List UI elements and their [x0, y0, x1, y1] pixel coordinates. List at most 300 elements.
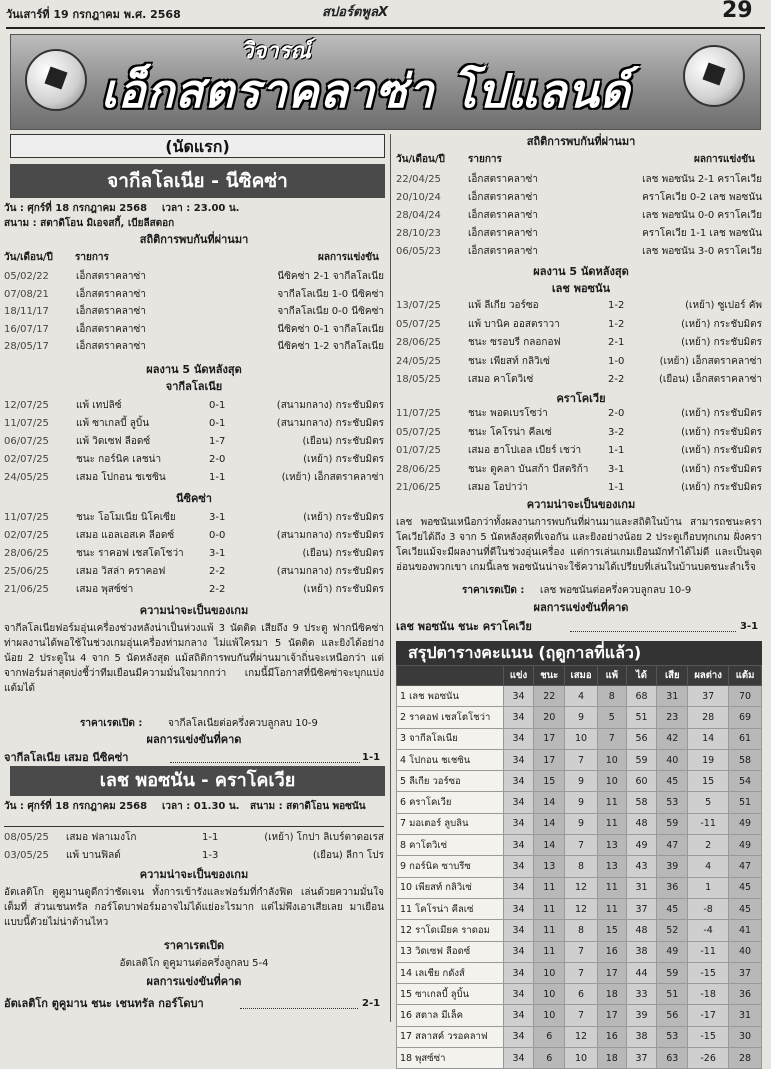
h2h-row [396, 191, 762, 209]
stat-cell: 5 [688, 792, 729, 813]
match2-pred-title: ผลการแข่งขันที่คาด [146, 975, 242, 988]
stat-cell: 51 [729, 792, 762, 813]
table-row [397, 1048, 762, 1069]
h2h-date: 28/05/17 [4, 341, 49, 352]
form-date: 11/07/25 [4, 418, 49, 429]
team-name: 2 ราคอฟ เชสโตโชว่า [397, 707, 504, 728]
form-date: 12/07/25 [4, 400, 49, 411]
form-venue: (เหย้า) กระชับมิตร [681, 408, 762, 419]
stat-cell: 7 [565, 835, 598, 856]
form-score: 3-2 [608, 426, 625, 438]
header-rule [6, 27, 765, 29]
match2-stadium: สนาม : สตาดิโอน พอซนัน [250, 801, 366, 812]
h2h-comp: เอ็กสตราคลาซ่า [76, 288, 146, 300]
form-date: 13/07/25 [396, 300, 441, 311]
column-divider [390, 134, 391, 1022]
match2-h2h-list [396, 173, 762, 263]
col-won: ชนะ [534, 666, 565, 686]
form-opponent: เสมอ โอปาว่า [468, 482, 528, 493]
stat-cell: 40 [657, 749, 688, 770]
h2h-comp: เอ็กสตราคลาซ่า [468, 228, 538, 239]
stat-cell: 45 [657, 771, 688, 792]
stat-cell: 39 [657, 856, 688, 877]
match1-prediction: จากีลโลเนีย เสมอ นีซิคซ่า [4, 751, 129, 764]
h2h-date: 28/04/24 [396, 210, 441, 221]
h2h-result: จากีลโลเนีย 1-0 นีซิคซ่า [277, 288, 384, 300]
stat-cell: 22 [534, 686, 565, 707]
stat-cell: 44 [626, 962, 657, 983]
form-row [4, 453, 384, 471]
stat-cell: 11 [534, 898, 565, 919]
match2-analysis-title: ความน่าจะเป็นของเกม [526, 498, 636, 511]
form-opponent: ชนะ เพียสท์ กลิวิเซ่ [468, 355, 550, 367]
col-points: แต้ม [729, 666, 762, 686]
match1-stadium: สนาม : สตาดิโอน มิเอจสกี้, เบียลีสตอก [4, 218, 175, 229]
stat-cell: -15 [688, 962, 729, 983]
form-score: 1-1 [209, 472, 226, 483]
match2-date: วัน : ศุกร์ที่ 18 กรกฎาคม 2568 [4, 801, 148, 812]
table-row [397, 835, 762, 856]
football-icon [683, 45, 745, 107]
stat-cell: 61 [729, 728, 762, 749]
form-venue: (เหย้า) โกปา ลิเบร์ตาดอเรส [264, 832, 384, 843]
form-date: 28/06/25 [396, 463, 441, 475]
stat-cell: 34 [503, 1026, 534, 1047]
form-row [396, 463, 762, 482]
form-row [396, 481, 762, 500]
table-row [397, 898, 762, 919]
col-gf: ได้ [626, 666, 657, 686]
stat-cell: 9 [565, 813, 598, 834]
match2-odds-title: ราคาเรตเปิด [163, 939, 225, 952]
stat-cell: 37 [626, 898, 657, 919]
stat-cell: 54 [729, 771, 762, 792]
match2-analysis-title: ความน่าจะเป็นของเกม [139, 868, 249, 881]
stat-cell: 10 [597, 771, 626, 792]
stat-cell: 13 [597, 835, 626, 856]
stat-cell: 34 [503, 898, 534, 919]
form-score: 1-0 [608, 355, 625, 367]
col-drawn: เสมอ [565, 666, 598, 686]
stat-cell: 38 [626, 941, 657, 962]
form-venue: (เหย้า) กระชับมิตร [681, 445, 762, 456]
stat-cell: 13 [597, 856, 626, 877]
stat-cell: 11 [534, 941, 565, 962]
h2h-row [4, 323, 384, 341]
form-opponent: แพ้ วิดเซฟ ลีอดซ์ [76, 436, 151, 447]
table-row [397, 941, 762, 962]
stat-cell: 40 [729, 941, 762, 962]
form-row [396, 299, 762, 318]
stat-cell: 11 [597, 898, 626, 919]
match1-odds-label: ราคาเรตเปิด : [80, 718, 143, 729]
h2h-date: 20/10/24 [396, 192, 441, 203]
stat-cell: 7 [597, 728, 626, 749]
match1-form-a [4, 399, 384, 489]
match2-pred-score: 2-1 [362, 998, 381, 1009]
form-score: 0-0 [209, 530, 226, 541]
form-row [4, 547, 384, 565]
h2h-comp: เอ็กสตราคลาซ่า [468, 174, 538, 185]
stat-cell: -4 [688, 920, 729, 941]
stat-cell: 8 [565, 920, 598, 941]
match2-time: เวลา : 01.30 น. [162, 801, 240, 812]
stat-cell: 56 [626, 728, 657, 749]
stat-cell: 51 [626, 707, 657, 728]
stat-cell: 45 [729, 877, 762, 898]
h2h-row [4, 340, 384, 358]
stat-cell: 15 [688, 771, 729, 792]
col-team [397, 666, 504, 686]
match2-team-a: เลช พอซนัน [551, 282, 611, 295]
stat-cell: 37 [626, 1048, 657, 1069]
col-date: วัน/เดือน/ปี [396, 154, 445, 165]
h2h-result: นีซิคซ่า 1-2 จากีลโลเนีย [277, 341, 384, 352]
match2-form [4, 826, 384, 867]
stat-cell: 34 [503, 1048, 534, 1069]
match1-team-b: นีซิคซ่า [176, 492, 212, 505]
form-venue: (เหย้า) กระชับมิตร [681, 463, 762, 475]
stat-cell: 60 [626, 771, 657, 792]
stat-cell: 49 [729, 835, 762, 856]
stat-cell: 18 [597, 1048, 626, 1069]
stat-cell: 11 [597, 813, 626, 834]
stat-cell: 34 [503, 792, 534, 813]
h2h-row [396, 227, 762, 245]
match2-prediction: เลช พอซนัน ชนะ คราโคเวีย [396, 620, 532, 633]
form-date: 21/06/25 [4, 584, 49, 595]
match2-pred-title: ผลการแข่งขันที่คาด [533, 601, 629, 614]
match1-analysis-title: ความน่าจะเป็นของเกม [139, 604, 249, 617]
stat-cell: 11 [534, 877, 565, 898]
stat-cell: 49 [657, 941, 688, 962]
stat-cell: 11 [597, 792, 626, 813]
standings-header [397, 666, 762, 686]
stat-cell: 59 [626, 749, 657, 770]
stat-cell: 39 [626, 1005, 657, 1026]
form-date: 01/07/25 [396, 445, 441, 456]
form-date: 18/05/25 [396, 374, 441, 385]
match2-form-a [396, 299, 762, 392]
match2-odds: เลช พอซนันต่อครึ่งควบลูกลบ 10-9 [540, 585, 692, 596]
team-name: 7 มอเตอร์ ลูบลิน [397, 813, 504, 834]
h2h-date: 06/05/23 [396, 246, 441, 257]
h2h-row [4, 288, 384, 306]
form-opponent: แพ้ เทปลิซ์ [76, 400, 122, 411]
stat-cell: -11 [688, 941, 729, 962]
form-score: 1-1 [608, 445, 625, 456]
form-row [4, 417, 384, 435]
form-row [396, 407, 762, 426]
stat-cell: 34 [503, 941, 534, 962]
stat-cell: 12 [565, 877, 598, 898]
h2h-result: เลช พอซนัน 3-0 คราโคเวีย [642, 246, 762, 257]
form-row [396, 373, 762, 392]
table-row [397, 771, 762, 792]
stat-cell: 43 [626, 856, 657, 877]
form-venue: (สนามกลาง) กระชับมิตร [276, 530, 384, 541]
banner-title: เอ็กสตราคลาซ่า โปแลนด์ [101, 64, 631, 118]
form-score: 1-2 [608, 318, 625, 330]
h2h-comp: เอ็กสตราคลาซ่า [76, 306, 146, 317]
stat-cell: 58 [626, 792, 657, 813]
h2h-date: 05/02/22 [4, 271, 49, 282]
form-row [4, 831, 384, 849]
form-row [4, 565, 384, 583]
stat-cell: 42 [657, 728, 688, 749]
stat-cell: 7 [565, 941, 598, 962]
col-list: รายการ [75, 252, 109, 263]
h2h-row [396, 209, 762, 227]
form-score: 3-1 [608, 463, 625, 475]
form-venue: (เหย้า) กระชับมิตร [303, 512, 384, 523]
form-venue: (เหย้า) เอ็กสตราคลาซ่า [659, 355, 762, 367]
form-opponent: เสมอ ฟลาเมงโก [66, 832, 137, 843]
stat-cell: 16 [597, 941, 626, 962]
h2h-comp: เอ็กสตราคลาซ่า [76, 271, 146, 282]
form-venue: (สนามกลาง) กระชับมิตร [276, 400, 384, 411]
form-date: 05/07/25 [396, 318, 441, 330]
form-venue: (เยือน) กระชับมิตร [302, 548, 384, 559]
stat-cell: 48 [626, 920, 657, 941]
team-name: 9 กอร์นิค ซาบรีซ [397, 856, 504, 877]
stat-cell: 59 [657, 813, 688, 834]
stat-cell: -8 [688, 898, 729, 919]
stat-cell: 34 [503, 877, 534, 898]
form-venue: (เหย้า) กระชับมิตร [681, 426, 762, 438]
dotted-leader [570, 631, 736, 632]
stat-cell: 49 [729, 813, 762, 834]
football-icon [25, 49, 87, 111]
table-row [397, 813, 762, 834]
form-score: 1-7 [209, 436, 226, 447]
team-name: 8 คาโตวิเซ่ [397, 835, 504, 856]
stat-cell: 45 [729, 898, 762, 919]
stat-cell: 34 [503, 749, 534, 770]
stat-cell: 47 [729, 856, 762, 877]
table-row [397, 962, 762, 983]
col-gd: ผลต่าง [688, 666, 729, 686]
stat-cell: 23 [657, 707, 688, 728]
form-row [4, 471, 384, 489]
h2h-row [4, 305, 384, 323]
form-venue: (เยือน) กระชับมิตร [302, 436, 384, 447]
h2h-comp: เอ็กสตราคลาซ่า [468, 192, 538, 203]
form-opponent: แพ้ บานฟิลด์ [66, 850, 121, 861]
dotted-leader [170, 762, 360, 763]
stat-cell: 5 [597, 707, 626, 728]
banner [10, 34, 761, 130]
table-row [397, 856, 762, 877]
stat-cell: 36 [729, 984, 762, 1005]
form-row [4, 399, 384, 417]
stat-cell: -26 [688, 1048, 729, 1069]
h2h-row [396, 245, 762, 263]
match2-prediction: อัตเลติโก ตูคูมาน ชนะ เชนทรัล กอร์โดบา [4, 997, 204, 1010]
form-opponent: ชนะ พอดเบรโซว่า [468, 408, 548, 419]
stat-cell: 38 [626, 1026, 657, 1047]
match1-date: วัน : ศุกร์ที่ 18 กรกฎาคม 2568 [4, 203, 148, 214]
match2-pred-score: 3-1 [740, 621, 759, 632]
form-score: 1-3 [202, 850, 219, 861]
form-row [396, 355, 762, 374]
col-played: แข่ง [503, 666, 534, 686]
h2h-date: 28/10/23 [396, 228, 441, 239]
team-name: 18 พุสซ์ซ่า [397, 1048, 504, 1069]
stat-cell: 2 [688, 835, 729, 856]
form-row [4, 435, 384, 453]
match2-analysis: เลช พอซนันเหนือกว่าทั้งผลงานการพบกันที่ผ่านมาและสถิติในบ้าน สามารถชนะคราโคเวียได้ถึง 3 จาก 5 นัดหลังสุดที่เจอกัน และยิงอย่างน้อย 2 ประตูเกือบทุกเกม ฝั่งคราโคเวียแม้จะมีผลงานที่ดีในช่วงอุ่นเครื่อง แต่การเล่นเกมเยือนมักทำได้ไม่ดี และเป็นจุดอ่อนของพวกเขา เกมนี้เลช พอซนันน่าจะใช้ความได้เปรียบที่เล่นในบ้านบดชนะลำเร็จ [396, 517, 762, 573]
stat-cell: 4 [565, 686, 598, 707]
form-row [4, 583, 384, 601]
stat-cell: 6 [565, 984, 598, 1005]
stat-cell: 10 [565, 1048, 598, 1069]
form-venue: (เหย้า) กระชับมิตร [303, 454, 384, 465]
issue-date: วันเสาร์ที่ 19 กรกฎาคม พ.ศ. 2568 [6, 8, 181, 21]
stat-cell: 70 [729, 686, 762, 707]
form-row [396, 318, 762, 337]
page-number: 29 [722, 0, 753, 23]
h2h-date: 22/04/25 [396, 174, 441, 185]
stat-cell: 31 [729, 1005, 762, 1026]
team-name: 4 โปกอน ชเชซิน [397, 749, 504, 770]
stat-cell: 34 [503, 771, 534, 792]
form-opponent: แพ้ ลีเกีย วอร์ซอ [468, 300, 539, 311]
h2h-row [4, 270, 384, 288]
col-result: ผลการแข่งขัน [694, 154, 755, 165]
stat-cell: 34 [503, 962, 534, 983]
form-opponent: ชนะ โอโมเนีย นิโคเซีย [76, 512, 176, 523]
stat-cell: 6 [534, 1048, 565, 1069]
team-name: 17 สลาสค์ วรอคลาฟ [397, 1026, 504, 1047]
stat-cell: 34 [503, 1005, 534, 1026]
stat-cell: 1 [688, 877, 729, 898]
form-row [396, 336, 762, 355]
stat-cell: 20 [534, 707, 565, 728]
h2h-date: 18/11/17 [4, 306, 49, 317]
form-date: 02/07/25 [4, 530, 49, 541]
stat-cell: 18 [597, 984, 626, 1005]
form-score: 2-0 [608, 408, 625, 419]
stat-cell: 10 [597, 749, 626, 770]
form-opponent: แพ้ ซาเกลบี้ ลูบิ้น [76, 418, 150, 429]
team-name: 14 เลเชีย กดังส์ [397, 962, 504, 983]
team-name: 12 ราโดเมียค ราดอม [397, 920, 504, 941]
match2-h2h-title: สถิติการพบกันที่ผ่านมา [526, 135, 636, 148]
stat-cell: 53 [657, 792, 688, 813]
h2h-result: นีซิคซ่า 2-1 จากีลโลเนีย [277, 271, 384, 282]
stat-cell: 63 [657, 1048, 688, 1069]
form-venue: (เหย้า) ซูเปอร์ คัพ [685, 300, 762, 311]
stat-cell: 68 [626, 686, 657, 707]
team-name: 13 วิดเซฟ ลีอดซ์ [397, 941, 504, 962]
stat-cell: 14 [534, 813, 565, 834]
table-row [397, 984, 762, 1005]
match2-form-b [396, 407, 762, 500]
table-row [397, 749, 762, 770]
standings-title: สรุปตารางคะแนน (ฤดูกาลที่แล้ว) [396, 641, 762, 665]
stat-cell: 47 [657, 835, 688, 856]
form-opponent: เสมอ คาโตวิเซ่ [468, 374, 534, 385]
match1-h2h-list [4, 270, 384, 358]
stat-cell: 7 [565, 962, 598, 983]
h2h-result: จากีลโลเนีย 0-0 นีซิคซ่า [277, 306, 384, 317]
table-row [397, 920, 762, 941]
stat-cell: 17 [597, 962, 626, 983]
h2h-row [396, 173, 762, 191]
stat-cell: 4 [688, 856, 729, 877]
h2h-date: 07/08/21 [4, 288, 49, 300]
stat-cell: 11 [534, 920, 565, 941]
match1-form-title: ผลงาน 5 นัดหลังสุด [146, 363, 242, 376]
stat-cell: 34 [503, 707, 534, 728]
stat-cell: 11 [597, 877, 626, 898]
stat-cell: 10 [565, 728, 598, 749]
stat-cell: 53 [657, 1026, 688, 1047]
stat-cell: 10 [534, 1005, 565, 1026]
form-date: 24/05/25 [396, 355, 441, 367]
stat-cell: 33 [626, 984, 657, 1005]
stat-cell: 17 [597, 1005, 626, 1026]
form-venue: (สนามกลาง) กระชับมิตร [276, 418, 384, 429]
stat-cell: 59 [657, 962, 688, 983]
stat-cell: -17 [688, 1005, 729, 1026]
banner-subtitle: วิจารณ์ [241, 39, 311, 64]
form-venue: (เหย้า) เอ็กสตราคลาซ่า [281, 472, 384, 483]
table-row [397, 792, 762, 813]
form-date: 03/05/25 [4, 850, 49, 861]
stat-cell: 37 [688, 686, 729, 707]
stat-cell: 12 [565, 1026, 598, 1047]
form-opponent: ชนะ โคโรน่า คีลเซ่ [468, 426, 552, 438]
table-row [397, 1026, 762, 1047]
form-venue: (เหย้า) กระชับมิตร [303, 584, 384, 595]
form-date: 28/06/25 [4, 548, 49, 559]
stat-cell: 6 [534, 1026, 565, 1047]
team-name: 16 สตาล มีเล็ค [397, 1005, 504, 1026]
stat-cell: 36 [657, 877, 688, 898]
form-score: 2-2 [608, 374, 625, 385]
match2-odds-label: ราคาเรตเปิด : [462, 585, 525, 596]
team-name: 6 คราโคเวีย [397, 792, 504, 813]
stat-cell: 14 [534, 792, 565, 813]
table-row [397, 877, 762, 898]
form-opponent: เสมอ โปกอน ชเชซิน [76, 472, 166, 483]
h2h-comp: เอ็กสตราคลาซ่า [468, 246, 538, 257]
col-list: รายการ [468, 154, 502, 165]
team-name: 11 โคโรน่า คีลเซ่ [397, 898, 504, 919]
form-date: 21/06/25 [396, 482, 441, 493]
form-venue: (เหย้า) กระชับมิตร [681, 482, 762, 493]
form-score: 0-1 [209, 418, 226, 429]
table-row [397, 707, 762, 728]
match2-title: เลช พอซนัน - คราโคเวีย [10, 766, 385, 796]
standings-table [396, 665, 762, 1069]
form-date: 08/05/25 [4, 832, 49, 843]
team-name: 1 เลช พอซนัน [397, 686, 504, 707]
col-lost: แพ้ [597, 666, 626, 686]
stat-cell: 48 [626, 813, 657, 834]
table-row [397, 686, 762, 707]
stat-cell: 34 [503, 728, 534, 749]
team-name: 3 จากีลโลเนีย [397, 728, 504, 749]
stat-cell: 56 [657, 1005, 688, 1026]
stat-cell: -11 [688, 813, 729, 834]
match1-analysis: จากีลโลเนียฟอร์มอุ่นเครื่องช่วงหลังน่าเป็นห่วงแพ้ 3 นัดติด เสียถึง 9 ประตู ฟากนีซิคซ่าท่าผลงานได้พอใช้ในช่วงเกมอุ่นเครื่องท่ามกลาง ไม่แพ้ใครมา 5 นัดติด และยิงได้อย่างน้อย 2 ประตูใน 4 จาก 5 นัดหลังสุด แม้สถิติการพบกันที่ผ่านมาเจ้าถิ่นจะเหนือกว่า แต่จากฟอร์มล่าสุดบ่งชี้ว่าทีมเยือนมีความมั่นใจมากกว่า เกมนี้มีโอกาสที่นีซิคซ่าจะบุกแบ่งแต้มได้ [4, 623, 384, 694]
form-opponent: แพ้ บานิค ออสตราวา [468, 318, 560, 330]
form-score: 3-1 [209, 548, 226, 559]
match1-form-b [4, 511, 384, 601]
